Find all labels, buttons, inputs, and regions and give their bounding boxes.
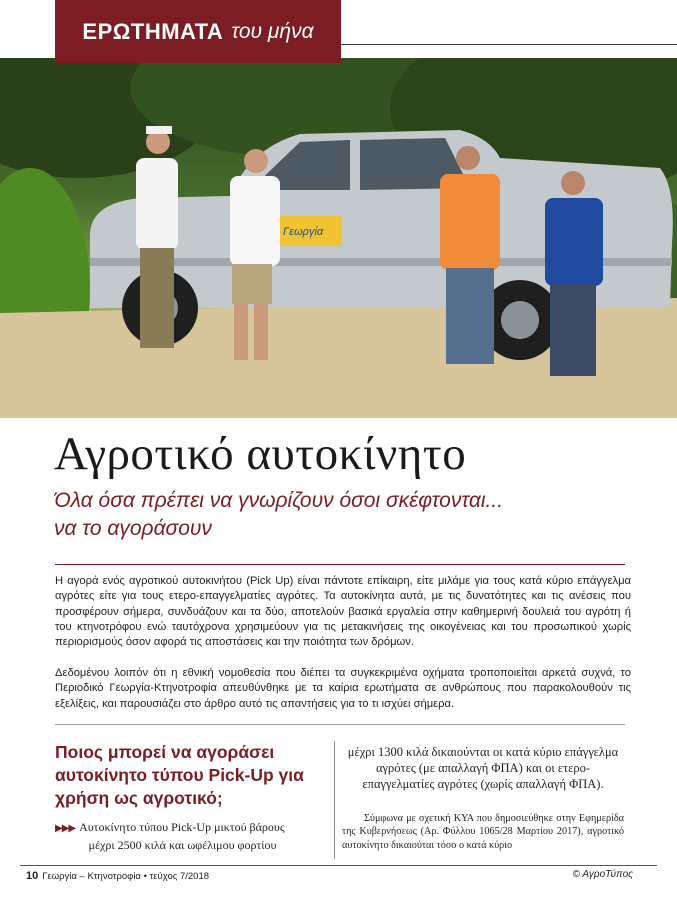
question-heading: Ποιος μπορεί να αγοράσει αυτοκίνητο τύπου Pick-Up για χρήση ως αγροτικό; xyxy=(55,742,304,808)
section-label-regular: του μήνα xyxy=(231,19,314,43)
arrows-icon: ▶▶▶ xyxy=(55,823,76,834)
brand-logo: © ΑγροΤύπος xyxy=(572,869,633,880)
article-title: Αγροτικό αυτοκίνητο xyxy=(54,428,467,480)
publication-info: Γεωργία – Κτηνοτροφία • τεύχος 7/2018 xyxy=(42,871,210,882)
subtitle-line-2: να το αγοράσουν xyxy=(54,517,212,540)
article-subtitle xyxy=(54,487,634,543)
page-number: 10 xyxy=(26,870,39,882)
column-2-paragraph: Σύμφωνα με σχετική ΚΥΑ που δημοσιεύθηκε στην Εφημερίδα της Κυβερνήσεως (Αρ. Φύλλου 1065/28 Μαρτίου 2017), αγροτικό αυτοκίνητο δικαιούται τόσο ο κατά κύριο xyxy=(342,813,624,851)
intro-paragraph-2: Δεδομένου λοιπόν ότι η εθνική νομοθεσία που διέπει τα συγκεκριμένα οχήματα τροποποιείται αρκετά συχνά, το Περιοδικό Γεωργία-Κτηνοτροφία απευθύνθηκε με τα καίρια ερωτήματα σε ανθρώπους που παρακολουθούν τις εξελίξεις, και παρουσιάζει στο άρθρο αυτό τις απαντήσεις για το τι ισχύει σήμερα. xyxy=(55,667,631,710)
answer-text xyxy=(55,819,310,853)
intro-paragraph-1: Η αγορά ενός αγροτικού αυτοκινήτου (Pick Up) είναι πάντοτε επίκαιρη, είτε μιλάμε για τους κατά κύριο επάγγελμα αγρότες είτε για τους ετερο-επαγγελματίες αγρότες. Τα αυτοκίνητα αυτά, με τις δυνατότητες και τις ανέσεις που προσφέρουν σήμερα, συνδυάζουν και τα δύο, αποτελούν βασικά εργαλεία στην καθημερινή δουλειά του αγρότη ή του κτηνοτρόφου ενώ ταυτόχρονα χρησιμεύουν για τις μετακινήσεις της οικογένειας και του προσωπικού χωρίς περιορισμούς όσον αφορά τις αποστάσεις και την ποιότητα των δρόμων. xyxy=(55,575,631,649)
header-rule xyxy=(341,44,677,45)
section-label-bold: ΕΡΩΤΗΜΑΤΑ xyxy=(82,18,224,44)
article-photo xyxy=(0,58,677,418)
footer-rule xyxy=(20,865,657,866)
column-separator xyxy=(334,741,335,859)
section-banner xyxy=(55,0,341,63)
column-2-text: μέχρι 1300 κιλά δικαιούνται οι κατά κύριο επάγγελμα αγρότες (με απαλλαγή ΦΠΑ) και οι ετερο-επαγγελματίες αγρότες (χωρίς απαλλαγή ΦΠΑ). xyxy=(347,745,619,791)
subtitle-divider xyxy=(55,564,625,565)
footer xyxy=(26,870,209,882)
answer-line-1: Αυτοκίνητο τύπου Pick-Up μικτού βάρους xyxy=(79,820,285,834)
answer-line-2: μέχρι 2500 κιλά και ωφέλιμου φορτίου xyxy=(88,838,277,852)
photo-illustration xyxy=(0,58,677,418)
van-decal-text: Γεωργία xyxy=(283,226,324,238)
intro-divider xyxy=(55,724,625,725)
subtitle-line-1: Όλα όσα πρέπει να γνωρίζουν όσοι σκέφτονται... xyxy=(54,489,504,512)
